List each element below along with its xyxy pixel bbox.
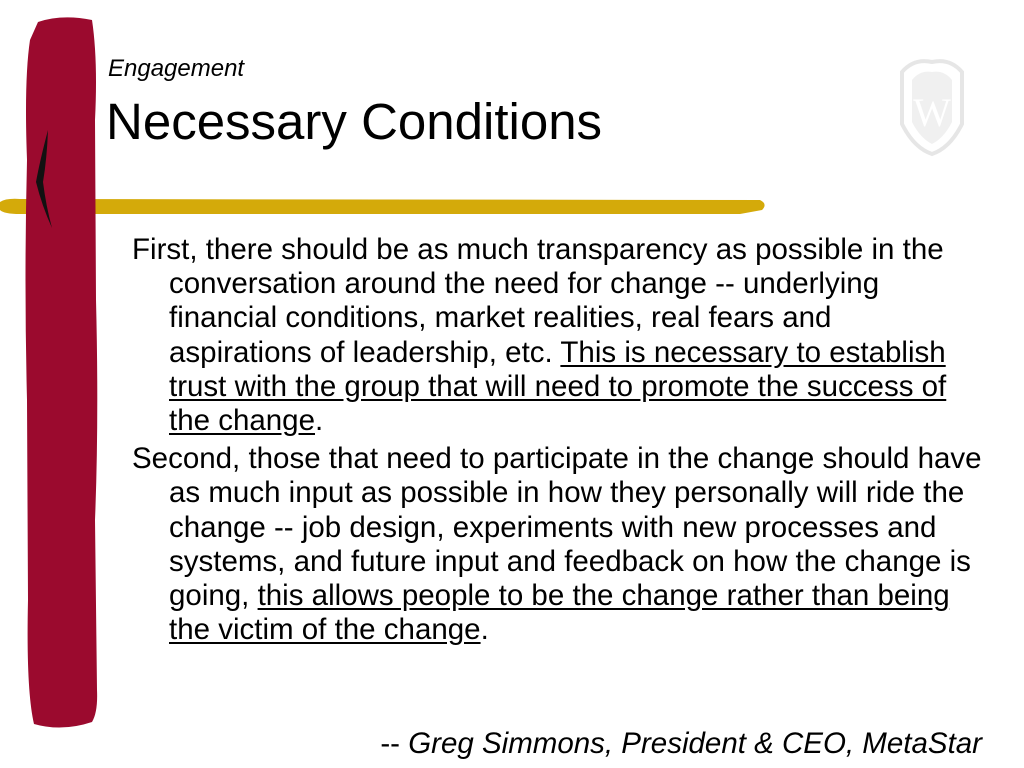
paragraph-transparency	[132, 233, 982, 438]
paragraph-emphasis: This is necessary to establish trust with the group that will need to promote the success of the change	[169, 335, 947, 438]
paragraph-lead: First, there should be as much transparency as possible in the conversation around the need for change -- underlying financial conditions, market realities, real fears and aspirations of leadership, etc.	[132, 233, 944, 369]
gold-rule	[0, 199, 765, 214]
attribution-name: Greg Simmons, President & CEO, MetaStar	[408, 727, 982, 760]
crest-w-watermark-icon	[902, 61, 962, 154]
slide-title: Necessary Conditions	[106, 93, 603, 150]
paragraph-lead: Second, those that need to participate in the change should have as much input as possible in how they personally will ride the change -- job design, experiments with new processes and systems, and future input and feedback on how the change is going,	[132, 442, 982, 613]
slide-subtitle: Engagement	[108, 55, 245, 82]
paragraph-emphasis: this allows people to be the change rather than being the victim of the change	[169, 579, 950, 647]
svg-text:W: W	[913, 90, 951, 135]
paragraph-tail: .	[480, 613, 489, 647]
crimson-pillar	[26, 17, 98, 727]
paragraph-participation	[132, 442, 982, 647]
slide-body	[132, 233, 982, 651]
quote-attribution	[380, 726, 982, 762]
attribution-dash: --	[380, 727, 409, 760]
paragraph-tail: .	[315, 404, 324, 438]
